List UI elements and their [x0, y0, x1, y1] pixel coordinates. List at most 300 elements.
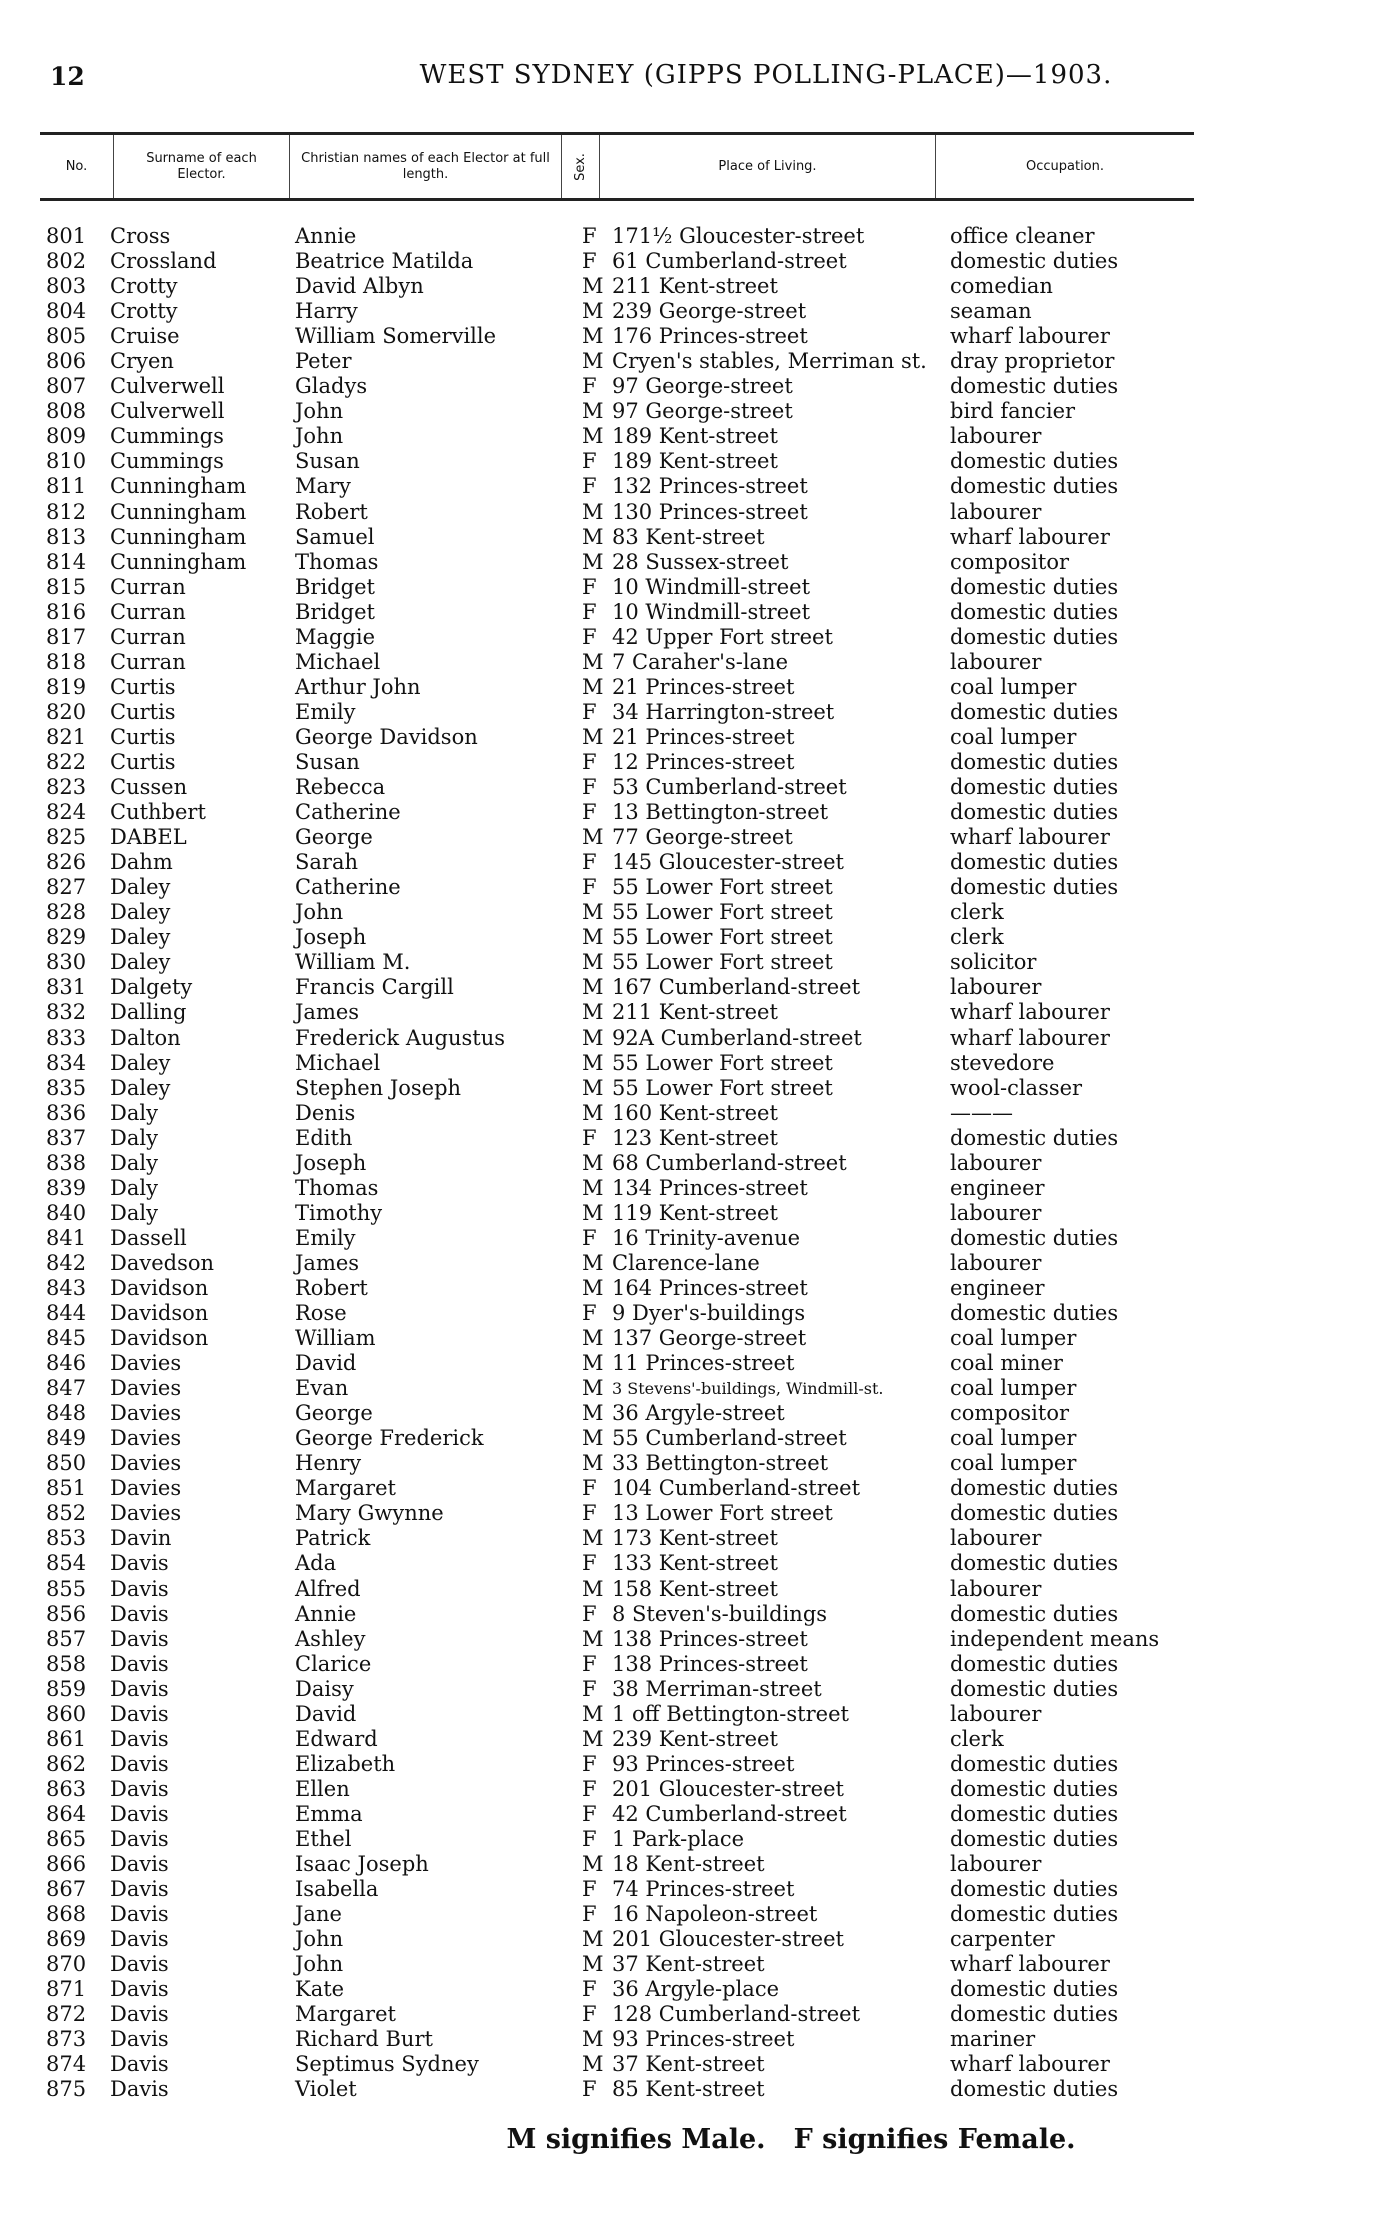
table-row [0, 1727, 1382, 1752]
elector-place-of-living: 119 Kent-street [612, 1200, 778, 1225]
table-row [0, 1802, 1382, 1827]
elector-number: 823 [46, 775, 87, 800]
elector-sex: F [582, 1651, 597, 1676]
elector-surname: Davis [110, 2027, 169, 2052]
elector-sex: F [582, 1551, 597, 1576]
elector-surname: Daly [110, 1175, 158, 1200]
elector-number: 847 [46, 1376, 87, 1401]
elector-place-of-living: 12 Princes-street [612, 749, 795, 774]
elector-christian-names: Samuel [295, 524, 375, 549]
elector-surname: Crotty [110, 274, 178, 299]
table-row [0, 1702, 1382, 1727]
elector-christian-names: David Albyn [295, 274, 424, 299]
elector-surname: Davis [110, 1601, 169, 1626]
elector-number: 822 [46, 749, 87, 774]
elector-sex: M [582, 349, 604, 374]
table-row [0, 474, 1382, 499]
elector-occupation: labourer [950, 499, 1042, 524]
elector-sex: F [582, 1827, 597, 1851]
elector-sex: F [582, 574, 597, 599]
table-row [0, 1351, 1382, 1376]
elector-surname: Cuthbert [110, 800, 206, 825]
elector-occupation: mariner [950, 2027, 1036, 2052]
table-row [0, 1777, 1382, 1802]
elector-sex: M [582, 950, 604, 975]
table-row [0, 1677, 1382, 1702]
elector-place-of-living: 36 Argyle-street [612, 1401, 785, 1426]
table-row [0, 725, 1382, 750]
elector-sex: M [582, 1000, 604, 1025]
elector-occupation: office cleaner [950, 224, 1095, 248]
table-row [0, 1927, 1382, 1952]
table-header [40, 132, 1194, 201]
elector-surname: Davis [110, 1827, 169, 1851]
footnote-male: M signifies Male. [506, 2124, 766, 2155]
elector-surname: Davies [110, 1376, 182, 1401]
elector-number: 840 [46, 1200, 87, 1225]
elector-number: 852 [46, 1501, 87, 1526]
page-title: WEST SYDNEY (GIPPS POLLING-PLACE)—1903. [419, 60, 1113, 90]
elector-surname: Curtis [110, 699, 176, 724]
elector-surname: Daley [110, 1075, 171, 1100]
elector-occupation: domestic duties [950, 1551, 1119, 1576]
table-row [0, 700, 1382, 725]
table-row [0, 1076, 1382, 1101]
elector-surname: Davis [110, 2077, 169, 2102]
column-header-occupation-label: Occupation. [1025, 158, 1105, 174]
elector-place-of-living: 18 Kent-street [612, 1852, 765, 1877]
elector-sex: M [582, 499, 604, 524]
elector-sex: F [582, 1776, 597, 1801]
elector-occupation: labourer [950, 1852, 1042, 1877]
elector-number: 837 [46, 1125, 87, 1150]
elector-number: 820 [46, 699, 87, 724]
elector-surname: Daley [110, 900, 171, 925]
elector-occupation: domestic duties [950, 1801, 1119, 1826]
elector-sex: F [582, 1751, 597, 1776]
elector-christian-names: Michael [295, 1050, 381, 1075]
elector-sex: M [582, 2027, 604, 2052]
elector-occupation: coal lumper [950, 1326, 1077, 1351]
elector-christian-names: David [295, 1701, 357, 1726]
column-header-no [40, 135, 114, 198]
column-header-surname [114, 135, 290, 198]
elector-christian-names: John [295, 900, 344, 925]
table-row [0, 900, 1382, 925]
table-row [0, 750, 1382, 775]
elector-number: 827 [46, 875, 87, 900]
elector-occupation: domestic duties [950, 749, 1119, 774]
elector-occupation: labourer [950, 1200, 1042, 1225]
elector-place-of-living: 21 Princes-street [612, 674, 795, 699]
elector-number: 861 [46, 1726, 87, 1751]
elector-sex: M [582, 1025, 604, 1050]
elector-number: 830 [46, 950, 87, 975]
elector-place-of-living: 211 Kent-street [612, 1000, 778, 1025]
elector-number: 832 [46, 1000, 87, 1025]
elector-christian-names: Catherine [295, 875, 401, 900]
elector-sex: M [582, 524, 604, 549]
elector-occupation: domestic duties [950, 599, 1119, 624]
elector-sex: M [582, 649, 604, 674]
elector-christian-names: William Somerville [295, 324, 497, 349]
elector-number: 828 [46, 900, 87, 925]
table-row [0, 449, 1382, 474]
elector-surname: Davis [110, 1751, 169, 1776]
elector-christian-names: Robert [295, 499, 368, 524]
elector-occupation: domestic duties [950, 1776, 1119, 1801]
elector-christian-names: Frederick Augustus [295, 1025, 505, 1050]
elector-christian-names: Peter [295, 349, 352, 374]
elector-surname: Davies [110, 1451, 182, 1476]
elector-number: 803 [46, 274, 87, 299]
elector-sex: F [582, 850, 597, 875]
elector-place-of-living: 134 Princes-street [612, 1175, 808, 1200]
elector-place-of-living: 61 Cumberland-street [612, 249, 847, 274]
elector-sex: F [582, 1501, 597, 1526]
elector-sex: M [582, 1701, 604, 1726]
elector-place-of-living: 211 Kent-street [612, 274, 778, 299]
elector-number: 864 [46, 1801, 87, 1826]
elector-occupation: clerk [950, 925, 1004, 950]
elector-occupation: coal miner [950, 1351, 1063, 1376]
elector-place-of-living: 55 Cumberland-street [612, 1426, 847, 1451]
table-row [0, 825, 1382, 850]
elector-surname: Cunningham [110, 499, 247, 524]
elector-surname: Davedson [110, 1250, 215, 1275]
column-header-christian-label: Christian names of each Elector at full length. [301, 150, 550, 182]
elector-surname: Curtis [110, 749, 176, 774]
table-row [0, 1577, 1382, 1602]
table-row [0, 975, 1382, 1000]
elector-place-of-living: 85 Kent-street [612, 2077, 765, 2102]
elector-surname: Curran [110, 574, 186, 599]
elector-place-of-living: 93 Princes-street [612, 2027, 795, 2052]
elector-occupation: domestic duties [950, 2077, 1119, 2102]
elector-surname: Curtis [110, 724, 176, 749]
elector-place-of-living: Cryen's stables, Merriman st. [612, 349, 927, 374]
elector-number: 858 [46, 1651, 87, 1676]
table-row [0, 1101, 1382, 1126]
elector-christian-names: Timothy [295, 1200, 383, 1225]
column-header-place-label: Place of Living. [718, 158, 817, 174]
elector-christian-names: Patrick [295, 1526, 371, 1551]
elector-number: 814 [46, 549, 87, 574]
elector-occupation: domestic duties [950, 624, 1119, 649]
elector-number: 825 [46, 825, 87, 850]
elector-christian-names: Thomas [295, 549, 379, 574]
elector-place-of-living: 239 George-street [612, 299, 807, 324]
elector-number: 873 [46, 2027, 87, 2052]
elector-sex: F [582, 775, 597, 800]
table-row [0, 1326, 1382, 1351]
elector-christian-names: James [295, 1250, 360, 1275]
elector-number: 867 [46, 1877, 87, 1902]
elector-occupation: clerk [950, 1726, 1004, 1751]
elector-number: 854 [46, 1551, 87, 1576]
column-header-place [600, 135, 936, 198]
elector-number: 817 [46, 624, 87, 649]
elector-sex: F [582, 449, 597, 474]
elector-surname: Curran [110, 624, 186, 649]
table-row [0, 1000, 1382, 1025]
elector-number: 821 [46, 724, 87, 749]
elector-christian-names: Ada [295, 1551, 337, 1576]
elector-place-of-living: 77 George-street [612, 825, 793, 850]
elector-number: 815 [46, 574, 87, 599]
elector-surname: Daly [110, 1100, 158, 1125]
elector-number: 842 [46, 1250, 87, 1275]
elector-number: 856 [46, 1601, 87, 1626]
elector-surname: Cummings [110, 424, 224, 449]
elector-surname: Daley [110, 1050, 171, 1075]
elector-surname: Davis [110, 2052, 169, 2077]
elector-place-of-living: 239 Kent-street [612, 1726, 778, 1751]
elector-place-of-living: 13 Bettington-street [612, 800, 829, 825]
elector-occupation: comedian [950, 274, 1053, 299]
elector-christian-names: Ashley [295, 1626, 366, 1651]
elector-number: 826 [46, 850, 87, 875]
elector-occupation: domestic duties [950, 699, 1119, 724]
elector-christian-names: Clarice [295, 1651, 372, 1676]
elector-sex: M [582, 1175, 604, 1200]
elector-christian-names: Michael [295, 649, 381, 674]
elector-surname: Daly [110, 1150, 158, 1175]
elector-occupation: clerk [950, 900, 1004, 925]
elector-surname: Davis [110, 1576, 169, 1601]
elector-place-of-living: 171½ Gloucester-street [612, 224, 865, 248]
elector-occupation: wharf labourer [950, 1025, 1110, 1050]
column-header-sex [562, 135, 600, 198]
elector-christian-names: Harry [295, 299, 358, 324]
elector-number: 875 [46, 2077, 87, 2102]
elector-surname: Davis [110, 1551, 169, 1576]
elector-place-of-living: 11 Princes-street [612, 1351, 795, 1376]
elector-place-of-living: 55 Lower Fort street [612, 925, 833, 950]
elector-surname: Dalton [110, 1025, 181, 1050]
elector-christian-names: Kate [295, 1977, 345, 2002]
elector-sex: F [582, 224, 597, 248]
elector-place-of-living: 9 Dyer's-buildings [612, 1301, 806, 1326]
elector-surname: Davin [110, 1526, 172, 1551]
elector-surname: Davidson [110, 1326, 209, 1351]
elector-place-of-living: 38 Merriman-street [612, 1676, 822, 1701]
elector-surname: Dalling [110, 1000, 187, 1025]
table-row [0, 424, 1382, 449]
table-row [0, 2027, 1382, 2052]
elector-number: 874 [46, 2052, 87, 2077]
elector-christian-names: Bridget [295, 599, 375, 624]
elector-christian-names: Denis [295, 1100, 356, 1125]
elector-place-of-living: 1 Park-place [612, 1827, 745, 1851]
elector-occupation: labourer [950, 1576, 1042, 1601]
elector-place-of-living: 176 Princes-street [612, 324, 808, 349]
elector-number: 812 [46, 499, 87, 524]
table-row [0, 1752, 1382, 1777]
table-row [0, 2002, 1382, 2027]
elector-place-of-living: 189 Kent-street [612, 449, 778, 474]
elector-occupation: independent means [950, 1626, 1160, 1651]
elector-number: 834 [46, 1050, 87, 1075]
elector-occupation: coal lumper [950, 1376, 1077, 1401]
table-row [0, 1627, 1382, 1652]
elector-sex: F [582, 1801, 597, 1826]
elector-sex: M [582, 1100, 604, 1125]
elector-occupation: coal lumper [950, 724, 1077, 749]
elector-occupation: domestic duties [950, 1651, 1119, 1676]
elector-place-of-living: 55 Lower Fort street [612, 1075, 833, 1100]
elector-sex: M [582, 1952, 604, 1977]
elector-place-of-living: 55 Lower Fort street [612, 1050, 833, 1075]
elector-place-of-living: 55 Lower Fort street [612, 875, 833, 900]
elector-place-of-living: 16 Napoleon-street [612, 1902, 818, 1927]
elector-occupation: labourer [950, 1250, 1042, 1275]
elector-number: 801 [46, 224, 87, 248]
elector-sex: F [582, 624, 597, 649]
elector-surname: Curran [110, 649, 186, 674]
elector-surname: Davies [110, 1476, 182, 1501]
elector-number: 844 [46, 1301, 87, 1326]
elector-sex: M [582, 1626, 604, 1651]
elector-place-of-living: 74 Princes-street [612, 1877, 795, 1902]
elector-number: 811 [46, 474, 87, 499]
elector-surname: Crossland [110, 249, 217, 274]
table-row [0, 950, 1382, 975]
elector-occupation: domestic duties [950, 2002, 1119, 2027]
elector-sex: M [582, 1376, 604, 1401]
elector-number: 831 [46, 975, 87, 1000]
elector-occupation: wool-classer [950, 1075, 1083, 1100]
table-row [0, 324, 1382, 349]
elector-christian-names: Elizabeth [295, 1751, 396, 1776]
elector-christian-names: Henry [295, 1451, 362, 1476]
elector-christian-names: Edward [295, 1726, 378, 1751]
elector-sex: M [582, 1326, 604, 1351]
elector-number: 849 [46, 1426, 87, 1451]
elector-occupation: domestic duties [950, 574, 1119, 599]
elector-number: 869 [46, 1927, 87, 1952]
elector-christian-names: Susan [295, 449, 360, 474]
elector-surname: Culverwell [110, 374, 225, 399]
elector-place-of-living: 132 Princes-street [612, 474, 808, 499]
table-row [0, 875, 1382, 900]
table-row [0, 1827, 1382, 1852]
elector-place-of-living: 37 Kent-street [612, 2052, 765, 2077]
elector-sex: M [582, 1075, 604, 1100]
table-row [0, 525, 1382, 550]
elector-christian-names: Edith [295, 1125, 353, 1150]
table-row [0, 1476, 1382, 1501]
elector-christian-names: Thomas [295, 1175, 379, 1200]
elector-number: 870 [46, 1952, 87, 1977]
elector-sex: F [582, 1676, 597, 1701]
elector-christian-names: Ethel [295, 1827, 352, 1851]
elector-place-of-living: 167 Cumberland-street [612, 975, 861, 1000]
elector-sex: M [582, 825, 604, 850]
elector-place-of-living: 104 Cumberland-street [612, 1476, 861, 1501]
elector-surname: Davis [110, 1651, 169, 1676]
elector-christian-names: George Davidson [295, 724, 478, 749]
elector-surname: Daley [110, 875, 171, 900]
table-row [0, 850, 1382, 875]
elector-christian-names: Jane [295, 1902, 342, 1927]
elector-occupation: wharf labourer [950, 825, 1110, 850]
elector-occupation: wharf labourer [950, 324, 1110, 349]
elector-number: 845 [46, 1326, 87, 1351]
elector-occupation: domestic duties [950, 374, 1119, 399]
elector-number: 855 [46, 1576, 87, 1601]
elector-number: 865 [46, 1827, 87, 1851]
elector-occupation: domestic duties [950, 1676, 1119, 1701]
elector-place-of-living: 8 Steven's-buildings [612, 1601, 828, 1626]
elector-surname: Curran [110, 599, 186, 624]
elector-sex: F [582, 1476, 597, 1501]
elector-occupation: domestic duties [950, 775, 1119, 800]
elector-christian-names: George [295, 1401, 373, 1426]
elector-sex: F [582, 474, 597, 499]
elector-occupation: domestic duties [950, 1476, 1119, 1501]
elector-place-of-living: 97 George-street [612, 399, 793, 424]
elector-sex: F [582, 1902, 597, 1927]
elector-christian-names: Maggie [295, 624, 376, 649]
table-row [0, 2077, 1382, 2102]
elector-sex: M [582, 1250, 604, 1275]
table-row [0, 1902, 1382, 1927]
table-row [0, 600, 1382, 625]
elector-sex: F [582, 249, 597, 274]
elector-place-of-living: 13 Lower Fort street [612, 1501, 833, 1526]
elector-christian-names: Margaret [295, 2002, 396, 2027]
elector-sex: M [582, 900, 604, 925]
table-row [0, 775, 1382, 800]
elector-christian-names: Isabella [295, 1877, 379, 1902]
elector-christian-names: Emma [295, 1801, 363, 1826]
table-row [0, 1451, 1382, 1476]
elector-christian-names: Susan [295, 749, 360, 774]
elector-sex: F [582, 875, 597, 900]
elector-number: 843 [46, 1275, 87, 1300]
elector-sex: M [582, 1852, 604, 1877]
column-header-no-label: No. [65, 158, 88, 174]
elector-surname: Davies [110, 1401, 182, 1426]
elector-christian-names: Rose [295, 1301, 347, 1326]
elector-place-of-living: 158 Kent-street [612, 1576, 778, 1601]
table-row [0, 299, 1382, 324]
elector-christian-names: Richard Burt [295, 2027, 433, 2052]
elector-place-of-living: 93 Princes-street [612, 1751, 795, 1776]
column-header-occupation [936, 135, 1194, 198]
elector-sex: M [582, 975, 604, 1000]
elector-christian-names: Joseph [295, 1150, 367, 1175]
elector-surname: Davis [110, 1801, 169, 1826]
elector-christian-names: Mary [295, 474, 351, 499]
elector-place-of-living: 68 Cumberland-street [612, 1150, 847, 1175]
elector-surname: Cross [110, 224, 171, 248]
elector-place-of-living: 189 Kent-street [612, 424, 778, 449]
elector-place-of-living: Clarence-lane [612, 1250, 760, 1275]
table-row [0, 2052, 1382, 2077]
elector-place-of-living: 28 Sussex-street [612, 549, 789, 574]
table-row [0, 1852, 1382, 1877]
elector-occupation: domestic duties [950, 1225, 1119, 1250]
elector-occupation: labourer [950, 424, 1042, 449]
elector-sex: F [582, 2077, 597, 2102]
elector-surname: Davies [110, 1426, 182, 1451]
elector-number: 824 [46, 800, 87, 825]
elector-occupation: domestic duties [950, 474, 1119, 499]
elector-christian-names: Daisy [295, 1676, 354, 1701]
elector-number: 853 [46, 1526, 87, 1551]
